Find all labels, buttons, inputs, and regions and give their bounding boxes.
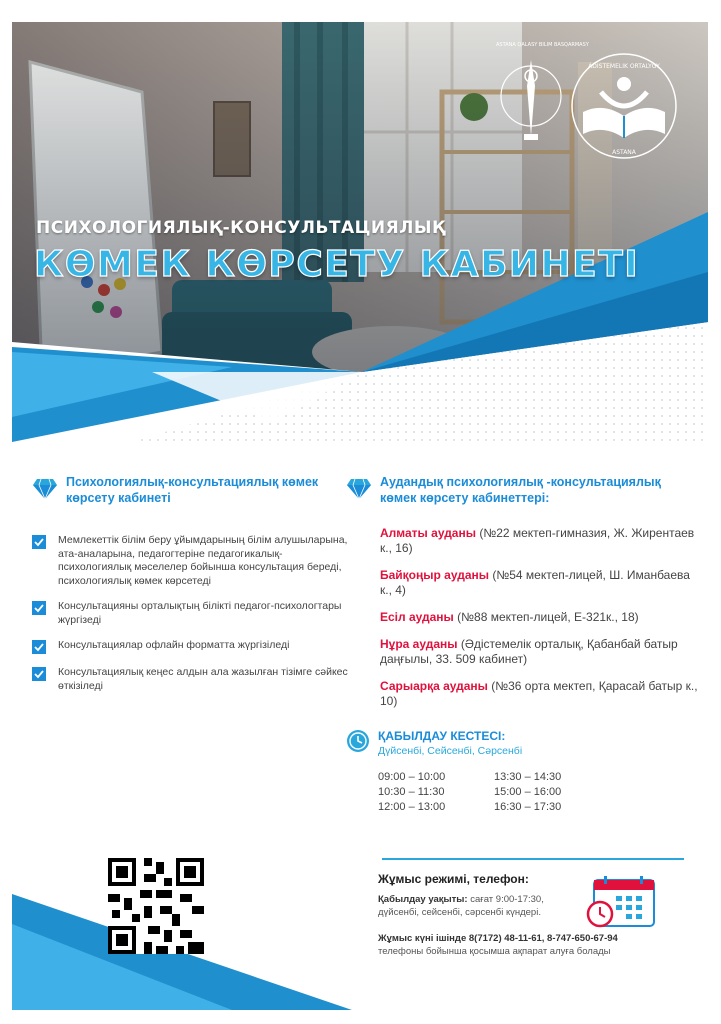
schedule-title: ҚАБЫЛДАУ КЕСТЕСІ: (378, 729, 506, 743)
checkbox-icon (32, 667, 46, 681)
schedule-grid (346, 770, 698, 814)
logo2-sub: ASTANA (612, 149, 636, 156)
work-phone-label: Жұмыс күні ішінде 8(7172) 48-11-61, 8-747-650-67-94 (378, 933, 618, 944)
section-divider (382, 858, 684, 860)
district-name: Алматы ауданы (380, 526, 476, 540)
checkbox-icon (32, 640, 46, 654)
right-section-title: Аудандық психологиялық -консультациялық көмек көрсету кабинеттері: (380, 475, 661, 505)
checkbox-icon (32, 535, 46, 549)
list-item (32, 639, 350, 654)
qr-code[interactable] (108, 858, 204, 954)
left-section-title: Психологиялық-консультациялық көмек көрсету кабинеті (66, 475, 319, 505)
district-name: Байқоңыр ауданы (380, 568, 490, 582)
district-name: Сарыарқа ауданы (380, 679, 488, 693)
district-item (380, 568, 698, 598)
district-info: (№54 мектеп-лицей, Ш. Иманбаева к., 4) (380, 568, 690, 597)
calendar-icon (586, 874, 658, 930)
work-hours-text: сағат 9:00-17:30, дүйсенбі, сейсенбі, сәрсенбі күндері. (378, 894, 544, 918)
right-column (346, 474, 698, 814)
list-item (32, 534, 350, 588)
adistemelik-ortalygy-logo (569, 50, 679, 162)
time-slot: 13:30 – 14:30 (494, 771, 562, 783)
list-item (32, 600, 350, 627)
left-section-header (32, 474, 350, 506)
district-info: (№22 мектеп-гимназия, Ж. Жирентаев к., 16) (380, 526, 695, 555)
district-info: (Әдістемелік орталық, Қабанбай батыр даңғылы, 33. 509 кабинет) (380, 637, 678, 666)
time-slot: 12:00 – 13:00 (378, 801, 446, 813)
list-item-text: Мемлекеттік білім беру ұйымдарының білім алушыларына, ата-аналарына, педагогтеріне педагогикалық-психологиялық мәселелер бойынша консультация береді, психологиялық көмек көрсетеді (58, 534, 348, 587)
work-hours (378, 894, 578, 919)
list-item-text: Консультациялық кеңес алдын ала жазылған тізімге сәйкес өткізіледі (58, 666, 348, 692)
work-phone-text: телефоны бойынша қосымша ақпарат алуға болады (378, 945, 611, 957)
time-slot: 15:00 – 16:00 (494, 786, 562, 798)
schedule-days: Дүйсенбі, Сейсенбі, Сәрсенбі (378, 745, 523, 757)
list-item-text: Консультацияны орталықтың білікті педагог-психологтары жүргізеді (58, 600, 342, 626)
time-slot: 09:00 – 10:00 (378, 771, 446, 783)
logo1-arc-text: ASTANA QALASY BILIM BASQARMASY (496, 42, 589, 48)
list-item-text: Консультациялар офлайн форматта жүргізіледі (58, 639, 290, 651)
checkbox-icon (32, 601, 46, 615)
district-item (380, 526, 698, 556)
district-item (380, 610, 698, 625)
service-list (32, 534, 350, 693)
district-name: Нұра ауданы (380, 637, 458, 651)
bilim-basqarmasy-logo (496, 42, 589, 150)
district-item (380, 637, 698, 667)
list-item (32, 666, 350, 693)
hero-banner (12, 22, 708, 442)
work-hours-label: Қабылдау уақыты: (378, 894, 468, 905)
hero-subtitle: ПСИХОЛОГИЯЛЫҚ-КОНСУЛЬТАЦИЯЛЫҚ (36, 218, 446, 238)
work-phone (378, 933, 678, 958)
district-list (346, 526, 698, 709)
diamond-icon (346, 478, 372, 500)
time-slot: 10:30 – 11:30 (378, 786, 445, 798)
work-title: Жұмыс режимі, телефон: (378, 872, 529, 886)
right-section-header (346, 474, 698, 506)
district-info: (№36 орта мектеп, Қарасай батыр к., 10) (380, 679, 698, 708)
left-column (32, 474, 350, 705)
logo2-text: ÁDISTEMELIK ORTALYGY (588, 63, 660, 70)
district-name: Есіл ауданы (380, 610, 454, 624)
diamond-icon (32, 478, 58, 500)
flyer-page (12, 22, 708, 1010)
hero-title: КӨМЕК КӨРСЕТУ КАБИНЕТІ (34, 244, 640, 285)
district-info: (№88 мектеп-лицей, Е-321к., 18) (453, 610, 639, 624)
schedule-header (346, 729, 698, 758)
district-item (380, 679, 698, 709)
clock-icon (346, 729, 370, 753)
time-slot: 16:30 – 17:30 (494, 801, 562, 813)
